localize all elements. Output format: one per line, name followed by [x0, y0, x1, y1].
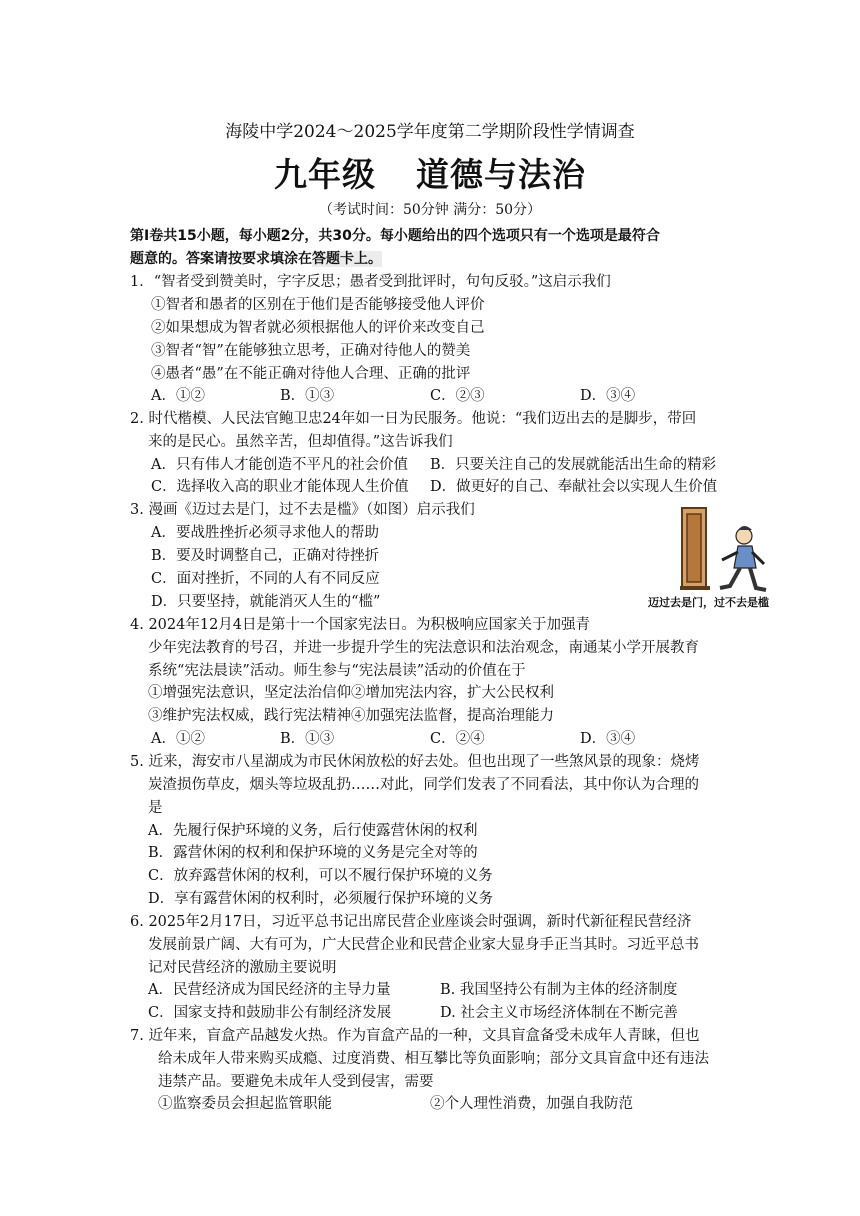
q6-stem-line1: 6. 2025年2月17日，习近平总书记出席民营企业座谈会时强调，新时代新征程民营经济 — [130, 914, 692, 930]
q4-option-d: D．③④ — [580, 731, 636, 747]
exam-main-title — [0, 155, 860, 195]
q5-option-b: B．露营休闲的权利和保护环境的义务是完全对等的 — [148, 845, 478, 861]
person-head — [736, 528, 752, 544]
q7-statement-1: ①监察委员会担起监管职能 — [158, 1096, 332, 1112]
q3-option-b: B．要及时调整自己，正确对待挫折 — [151, 548, 380, 564]
person-hair — [738, 526, 752, 530]
q2-option-a: A．只有伟人才能创造不平凡的社会价值 — [151, 457, 408, 473]
q2-stem-line2: 来的是民心。虽然辛苦，但却值得。”这告诉我们 — [148, 434, 453, 450]
cartoon-caption: 迈过去是门，过不去是槛 — [648, 596, 769, 609]
q5-option-c: C．放弃露营休闲的权利，可以不履行保护环境的义务 — [148, 868, 493, 884]
section-instruction-line2 — [130, 249, 382, 269]
q1-option-c: C．②③ — [430, 388, 485, 404]
q2-option-d: D．做更好的自己、奉献社会以实现人生价值 — [430, 479, 718, 495]
q4-stem-line3: 系统“宪法晨读”活动。师生参与“宪法晨读”活动的价值在于 — [148, 663, 526, 679]
q1-option-d: D．③④ — [580, 388, 636, 404]
q3-option-a: A．要战胜挫折必须寻求他人的帮助 — [151, 525, 379, 541]
q1-stem: 1．“智者受到赞美时，字字反思；愚者受到批评时，句句反驳。”这启示我们 — [130, 274, 611, 290]
q7-stem-line1: 7. 近年来，盲盒产品越发火热。作为盲盒产品的一种，文具盲盒备受未成年人青睐，但也 — [130, 1028, 700, 1044]
person-body — [734, 546, 756, 568]
q7-stem-line3: 违禁产品。要避免未成年人受到侵害，需要 — [158, 1074, 434, 1090]
section-instruction-text: 题意的。答案请按要求填涂在 — [130, 251, 312, 267]
q3-stem: 3. 漫画《迈过去是门，过不去是槛》（如图）启示我们 — [130, 502, 475, 518]
q4-stem-line2: 少年宪法教育的号召，并进一步提升学生的宪法意识和法治观念，南通某小学开展教育 — [148, 640, 699, 656]
q4-option-c: C．②④ — [430, 731, 485, 747]
q6-stem-line3: 记对民营经济的激励主要说明 — [148, 960, 337, 976]
door-panel — [687, 514, 701, 582]
q5-option-d: D．享有露营休闲的权利时，必须履行保护环境的义务 — [148, 891, 494, 907]
q4-option-a: A．①② — [151, 731, 205, 747]
q4-stem-line1: 4. 2024年12月4日是第十一个国家宪法日。为积极响应国家关于加强青 — [130, 617, 591, 633]
q1-statement-1: ①智者和愚者的区别在于他们是否能够接受他人评价 — [151, 297, 485, 313]
q6-option-b: B. 我国坚持公有制为主体的经济制度 — [440, 982, 678, 998]
exam-info: （考试时间：50分钟 满分：50分） — [318, 202, 542, 218]
q2-option-c: C．选择收入高的职业才能体现人生价值 — [151, 479, 409, 495]
q1-option-b: B．①③ — [280, 388, 335, 404]
q7-statement-2: ②个人理性消费，加强自我防范 — [430, 1096, 633, 1112]
q5-stem-line1: 5. 近来，海安市八星湖成为市民休闲放松的好去处。但也出现了一些煞风景的现象：烧烤 — [130, 754, 700, 770]
school-exam-title: 海陵中学2024～2025学年度第二学期阶段性学情调查 — [225, 122, 635, 142]
q5-stem-line3: 是 — [148, 800, 163, 816]
subject-label: 道德与法治 — [416, 155, 586, 194]
q2-stem-line1: 2. 时代楷模、人民法官鲍卫忠24年如一日为民服务。他说：“我们迈出去的是脚步，带回 — [130, 411, 697, 427]
q1-option-a: A．①② — [151, 388, 205, 404]
q5-stem-line2: 炭渣损伤草皮，烟头等垃圾乱扔……对此，同学们发表了不同看法，其中你认为合理的 — [148, 777, 699, 793]
answer-card-note: 答题卡上。 — [312, 251, 382, 267]
q2-option-b: B．只要关注自己的发展就能活出生命的精彩 — [430, 457, 717, 473]
q3-option-c: C．面对挫折，不同的人有不同反应 — [151, 571, 380, 587]
person-leg-left — [720, 568, 740, 588]
grade-label: 九年级 — [274, 155, 376, 194]
q6-option-c: C．国家支持和鼓励非公有制经济发展 — [148, 1005, 392, 1021]
q3-option-d: D．只要坚持，就能消灭人生的“槛” — [151, 594, 381, 610]
q5-option-a: A．先履行保护环境的义务，后行使露营休闲的权利 — [148, 823, 478, 839]
q6-option-a: A．民营经济成为国民经济的主导力量 — [148, 982, 391, 998]
q4-statements-1-2: ①增强宪法意识，坚定法治信仰②增加宪法内容，扩大公民权利 — [148, 685, 554, 701]
q1-statement-4: ④愚者“愚”在不能正确对待他人合理、正确的批评 — [151, 366, 471, 382]
person-leg-right — [750, 568, 766, 590]
q6-option-d: D. 社会主义市场经济体制在不断完善 — [440, 1005, 678, 1021]
q4-option-b: B．①③ — [280, 731, 335, 747]
q6-stem-line2: 发展前景广阔、大有可为，广大民营企业和民营企业家大显身手正当其时。习近平总书 — [148, 937, 699, 953]
q1-statement-2: ②如果想成为智者就必须根据他人的评价来改变自己 — [151, 320, 485, 336]
section-instruction-line1: 第Ⅰ卷共15小题，每小题2分，共30分。每小题给出的四个选项只有一个选项是最符合 — [130, 228, 660, 244]
door-threshold — [680, 586, 710, 590]
q1-statement-3: ③智者“智”在能够独立思考，正确对待他人的赞美 — [151, 343, 471, 359]
q4-statements-3-4: ③维护宪法权威，践行宪法精神④加强宪法监督，提高治理能力 — [148, 708, 554, 724]
q7-stem-line2: 给未成年人带来购买成瘾、过度消费、相互攀比等负面影响；部分文具盲盒中还有违法 — [158, 1051, 709, 1067]
